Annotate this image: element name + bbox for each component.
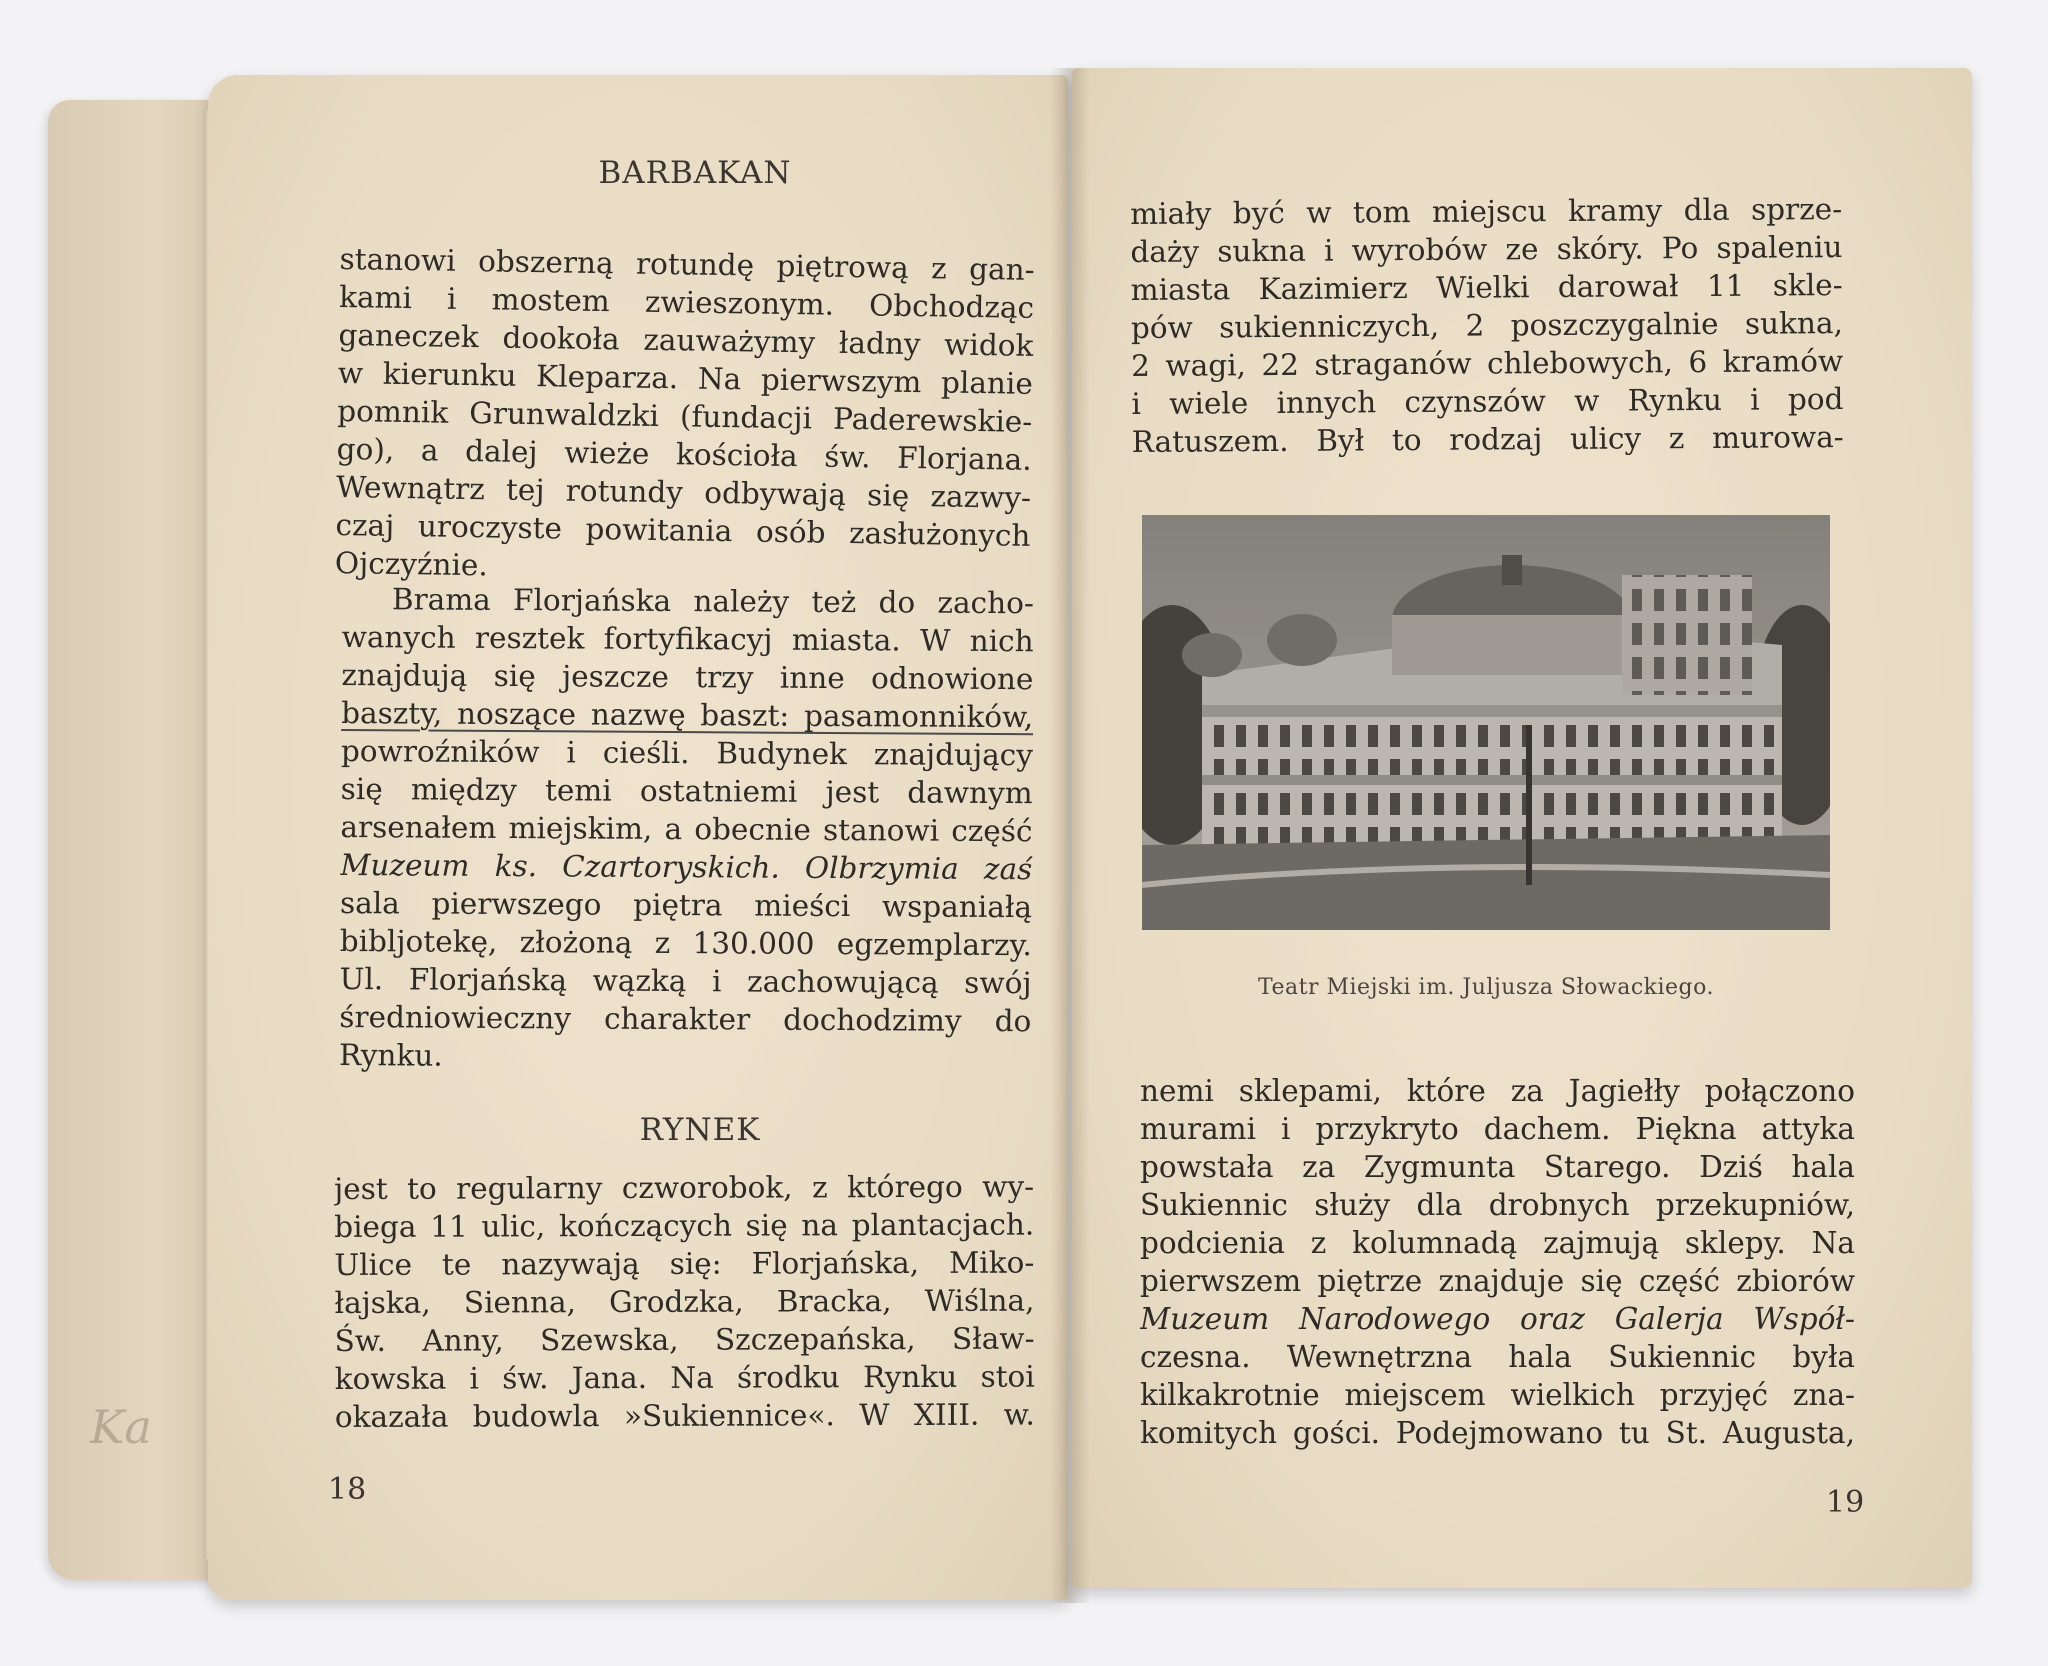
text-line: miasta Kazimierz Wielki darował 11 skle-: [1130, 268, 1843, 307]
text-line: pomnik Grunwaldzki (fundacji Paderewskie-: [337, 393, 1033, 439]
left-paragraph-2: [339, 580, 1034, 1078]
text-line: kami i mostem zwieszonym. Obchodząc: [338, 279, 1035, 325]
text-line: się między temi ostatniemi jest dawnym: [340, 771, 1033, 811]
theatre-building-illustration: [1142, 515, 1830, 930]
text-line: Św. Anny, Szewska, Szczepańska, Sław-: [334, 1321, 1035, 1358]
text-line: Rynku.: [338, 1037, 443, 1073]
text-line: Ratuszem. Był to rodzaj ulicy z murowa-: [1131, 420, 1844, 459]
text-line: i wiele innych czynszów w Rynku i pod: [1131, 382, 1844, 421]
text-line: wanych resztek fortyfikacyj miasta. W nich: [341, 619, 1034, 659]
right-paragraph-2: [1140, 1072, 1855, 1452]
text-line: sala pierwszego piętra mieści wspaniałą: [339, 885, 1033, 925]
text-line: nemi sklepami, które za Jagiełły połączono: [1140, 1074, 1855, 1108]
text-line-underlined: baszty, noszące nazwę baszt: pasamonników,: [341, 695, 1034, 735]
text-line: biega 11 ulic, kończących się na plantacjach.: [334, 1207, 1035, 1244]
photo-caption: Teatr Miejski im. Juljusza Słowackiego.: [1258, 975, 1714, 1000]
pencil-mark: Ka: [90, 1400, 152, 1454]
theatre-photo: [1142, 515, 1830, 930]
text-line: łajska, Sienna, Grodzka, Bracka, Wiślna,: [334, 1283, 1035, 1320]
text-line: okazała budowla »Sukiennice«. W XIII. w.: [334, 1397, 1035, 1434]
text-line: Brama Florjańska należy też do zacho-: [391, 582, 1034, 621]
book-back-cover: [48, 100, 228, 1580]
text-line: kowska i św. Jana. Na środku Rynku stoi: [334, 1359, 1035, 1396]
text-line: średniowieczny charakter dochodzimy do: [339, 999, 1032, 1039]
text-line: w kierunku Kleparza. Na pierwszym planie: [337, 355, 1034, 401]
text-line: arsenałem miejskim, a obecnie stanowi część: [340, 809, 1033, 849]
text-line: czesna. Wewnętrzna hala Sukiennic była: [1140, 1340, 1855, 1374]
text-line: czaj uroczyste powitania osób zasłużonych: [335, 507, 1031, 553]
text-line: bibljotekę, złożoną z 130.000 egzemplarzy.: [339, 923, 1032, 963]
text-line: miały być w tom miejscu kramy dla sprze-: [1130, 192, 1843, 231]
text-line: Muzeum ks. Czartoryskich. Olbrzymia zaś: [340, 847, 1033, 887]
page-number-left: 18: [328, 1472, 367, 1507]
text-line: powroźników i cieśli. Budynek znajdujący: [340, 733, 1034, 773]
left-paragraph-1: [335, 240, 1035, 593]
text-line: Ulice te nazywają się: Florjańska, Miko-: [334, 1245, 1035, 1282]
section-heading-barbakan: BARBAKAN: [598, 155, 792, 191]
text-line: stanowi obszerną rotundę piętrową z gan-: [339, 241, 1035, 287]
text-line: jest to regularny czworobok, z którego wy-: [334, 1169, 1035, 1206]
page-number-right: 19: [1826, 1485, 1865, 1520]
text-line: Sukiennic służy dla drobnych przekupniów,: [1140, 1188, 1855, 1222]
text-line: powstała za Zygmunta Starego. Dziś hala: [1140, 1150, 1855, 1184]
section-heading-rynek: RYNEK: [639, 1112, 761, 1148]
text-line: Muzeum Narodowego oraz Galerja Współ-: [1140, 1302, 1855, 1336]
text-line: go), a dalej wieże kościoła św. Florjana.: [336, 431, 1032, 477]
text-line: znajdują się jeszcze trzy inne odnowione: [341, 657, 1034, 697]
text-line: pów sukienniczych, 2 poszczygalnie sukna,: [1130, 306, 1844, 345]
text-line: Ojczyźnie.: [334, 545, 489, 583]
left-paragraph-3: [334, 1168, 1035, 1436]
text-line: murami i przykryto dachem. Piękna attyka: [1140, 1112, 1855, 1146]
text-line: komitych gości. Podejmowano tu St. Augusta,: [1140, 1416, 1855, 1450]
text-line: pierwszem piętrze znajduje się część zbiorów: [1140, 1264, 1855, 1298]
text-line: ganeczek dookoła zauważymy ładny widok: [338, 317, 1034, 363]
text-line: kilkakrotnie miejscem wielkich przyjęć zna-: [1140, 1378, 1855, 1412]
text-line: 2 wagi, 22 straganów chlebowych, 6 kramów: [1131, 344, 1844, 383]
text-line: podcienia z kolumnadą zajmują sklepy. Na: [1140, 1226, 1855, 1260]
book-spine: [1050, 68, 1090, 1603]
right-paragraph-1: [1130, 190, 1844, 461]
text-line: Ul. Florjańską wązką i zachowującą swój: [339, 961, 1032, 1001]
text-line: daży sukna i wyrobów ze skóry. Po spaleniu: [1130, 230, 1843, 269]
text-line: Wewnątrz tej rotundy odbywają się zazwy-: [335, 469, 1032, 515]
